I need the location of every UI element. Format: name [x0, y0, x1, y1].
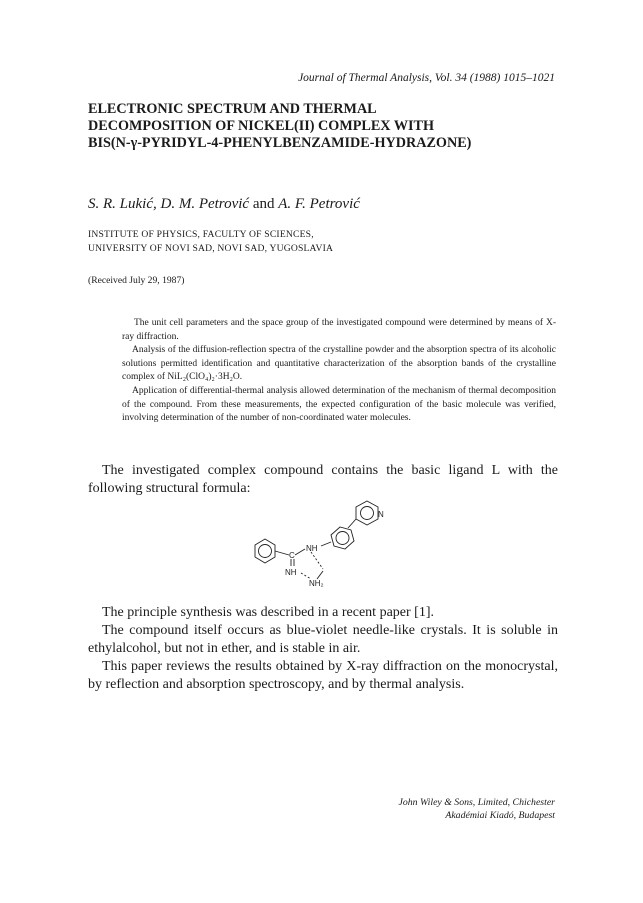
paper-title — [88, 101, 558, 152]
publisher-line: Akadémiai Kiadó, Budapest — [445, 810, 555, 821]
affiliation-line: UNIVERSITY OF NOVI SAD, NOVI SAD, YUGOSLAVIA — [88, 243, 334, 254]
body-paragraph: The compound itself occurs as blue-violet needle-like crystals. It is soluble in ethylalcohol, but not in ether, and is stable in air. — [88, 623, 558, 656]
author-names-first: S. R. Lukić, D. M. Petrović — [88, 196, 250, 212]
structure-diagram — [245, 495, 425, 595]
affiliation — [88, 228, 333, 256]
body-intro — [88, 462, 558, 498]
abstract — [122, 317, 556, 426]
phenyl-ring — [331, 527, 354, 549]
label-c: C — [289, 551, 295, 560]
abstract-paragraph — [122, 344, 556, 385]
title-line: DECOMPOSITION OF NICKEL(II) COMPLEX WITH — [88, 118, 435, 134]
chemical-formula: NiL₂(ClO₄)₂·3H₂O. — [167, 372, 243, 383]
label-n: N — [378, 510, 384, 519]
abstract-text: Analysis of the diffusion-reflection spectra of the crystalline powder and the absorption spectra of its alcoholic solutions permitted identification and quantitative characterization of the absorption bands of the crystalline complex of — [122, 345, 556, 383]
phenyl-ring-circle — [336, 532, 349, 545]
abstract-paragraph: Application of differential-thermal analysis allowed determination of the mechanism of thermal decomposition of the compound. From these measurements, the expected configuration of the basic molecule was verified, involving determination of the number of non-coordinated water molecules. — [122, 385, 556, 424]
body-text — [88, 604, 558, 694]
received-date: (Received July 29, 1987) — [88, 275, 185, 286]
author-name-last: A. F. Petrović — [278, 196, 360, 212]
pyridine-ring-circle — [361, 507, 374, 520]
body-paragraph: This paper reviews the results obtained by X-ray diffraction on the monocrystal, by reflection and absorption spectroscopy, and by thermal analysis. — [88, 659, 558, 692]
title-line: BIS(N-γ-PYRIDYL-4-PHENYLBENZAMIDE-HYDRAZONE) — [88, 135, 472, 151]
label-nh-bottom: NH — [285, 568, 297, 577]
title-line: ELECTRONIC SPECTRUM AND THERMAL — [88, 101, 377, 117]
publisher-footer — [399, 796, 555, 822]
affiliation-line: INSTITUTE OF PHYSICS, FACULTY OF SCIENCES, — [88, 229, 314, 240]
body-paragraph: The principle synthesis was described in a recent paper [1]. — [102, 605, 434, 620]
author-and: and — [252, 196, 275, 212]
journal-citation: Journal of Thermal Analysis, Vol. 34 (1988) 1015–1021 — [298, 72, 555, 84]
label-nh: NH — [306, 544, 318, 553]
pyridine-ring — [356, 501, 378, 525]
publisher-line: John Wiley & Sons, Limited, Chichester — [398, 797, 555, 808]
structural-formula — [245, 495, 425, 595]
benzene-ring — [255, 539, 275, 563]
authors — [88, 196, 360, 213]
abstract-paragraph: The unit cell parameters and the space group of the investigated compound were determined by means of X-ray diffraction. — [122, 318, 556, 342]
label-nh2: NH₂ — [309, 579, 324, 588]
body-paragraph: The investigated complex compound contains the basic ligand L with the following structural formula: — [88, 463, 558, 496]
benzene-ring-circle — [259, 545, 272, 558]
